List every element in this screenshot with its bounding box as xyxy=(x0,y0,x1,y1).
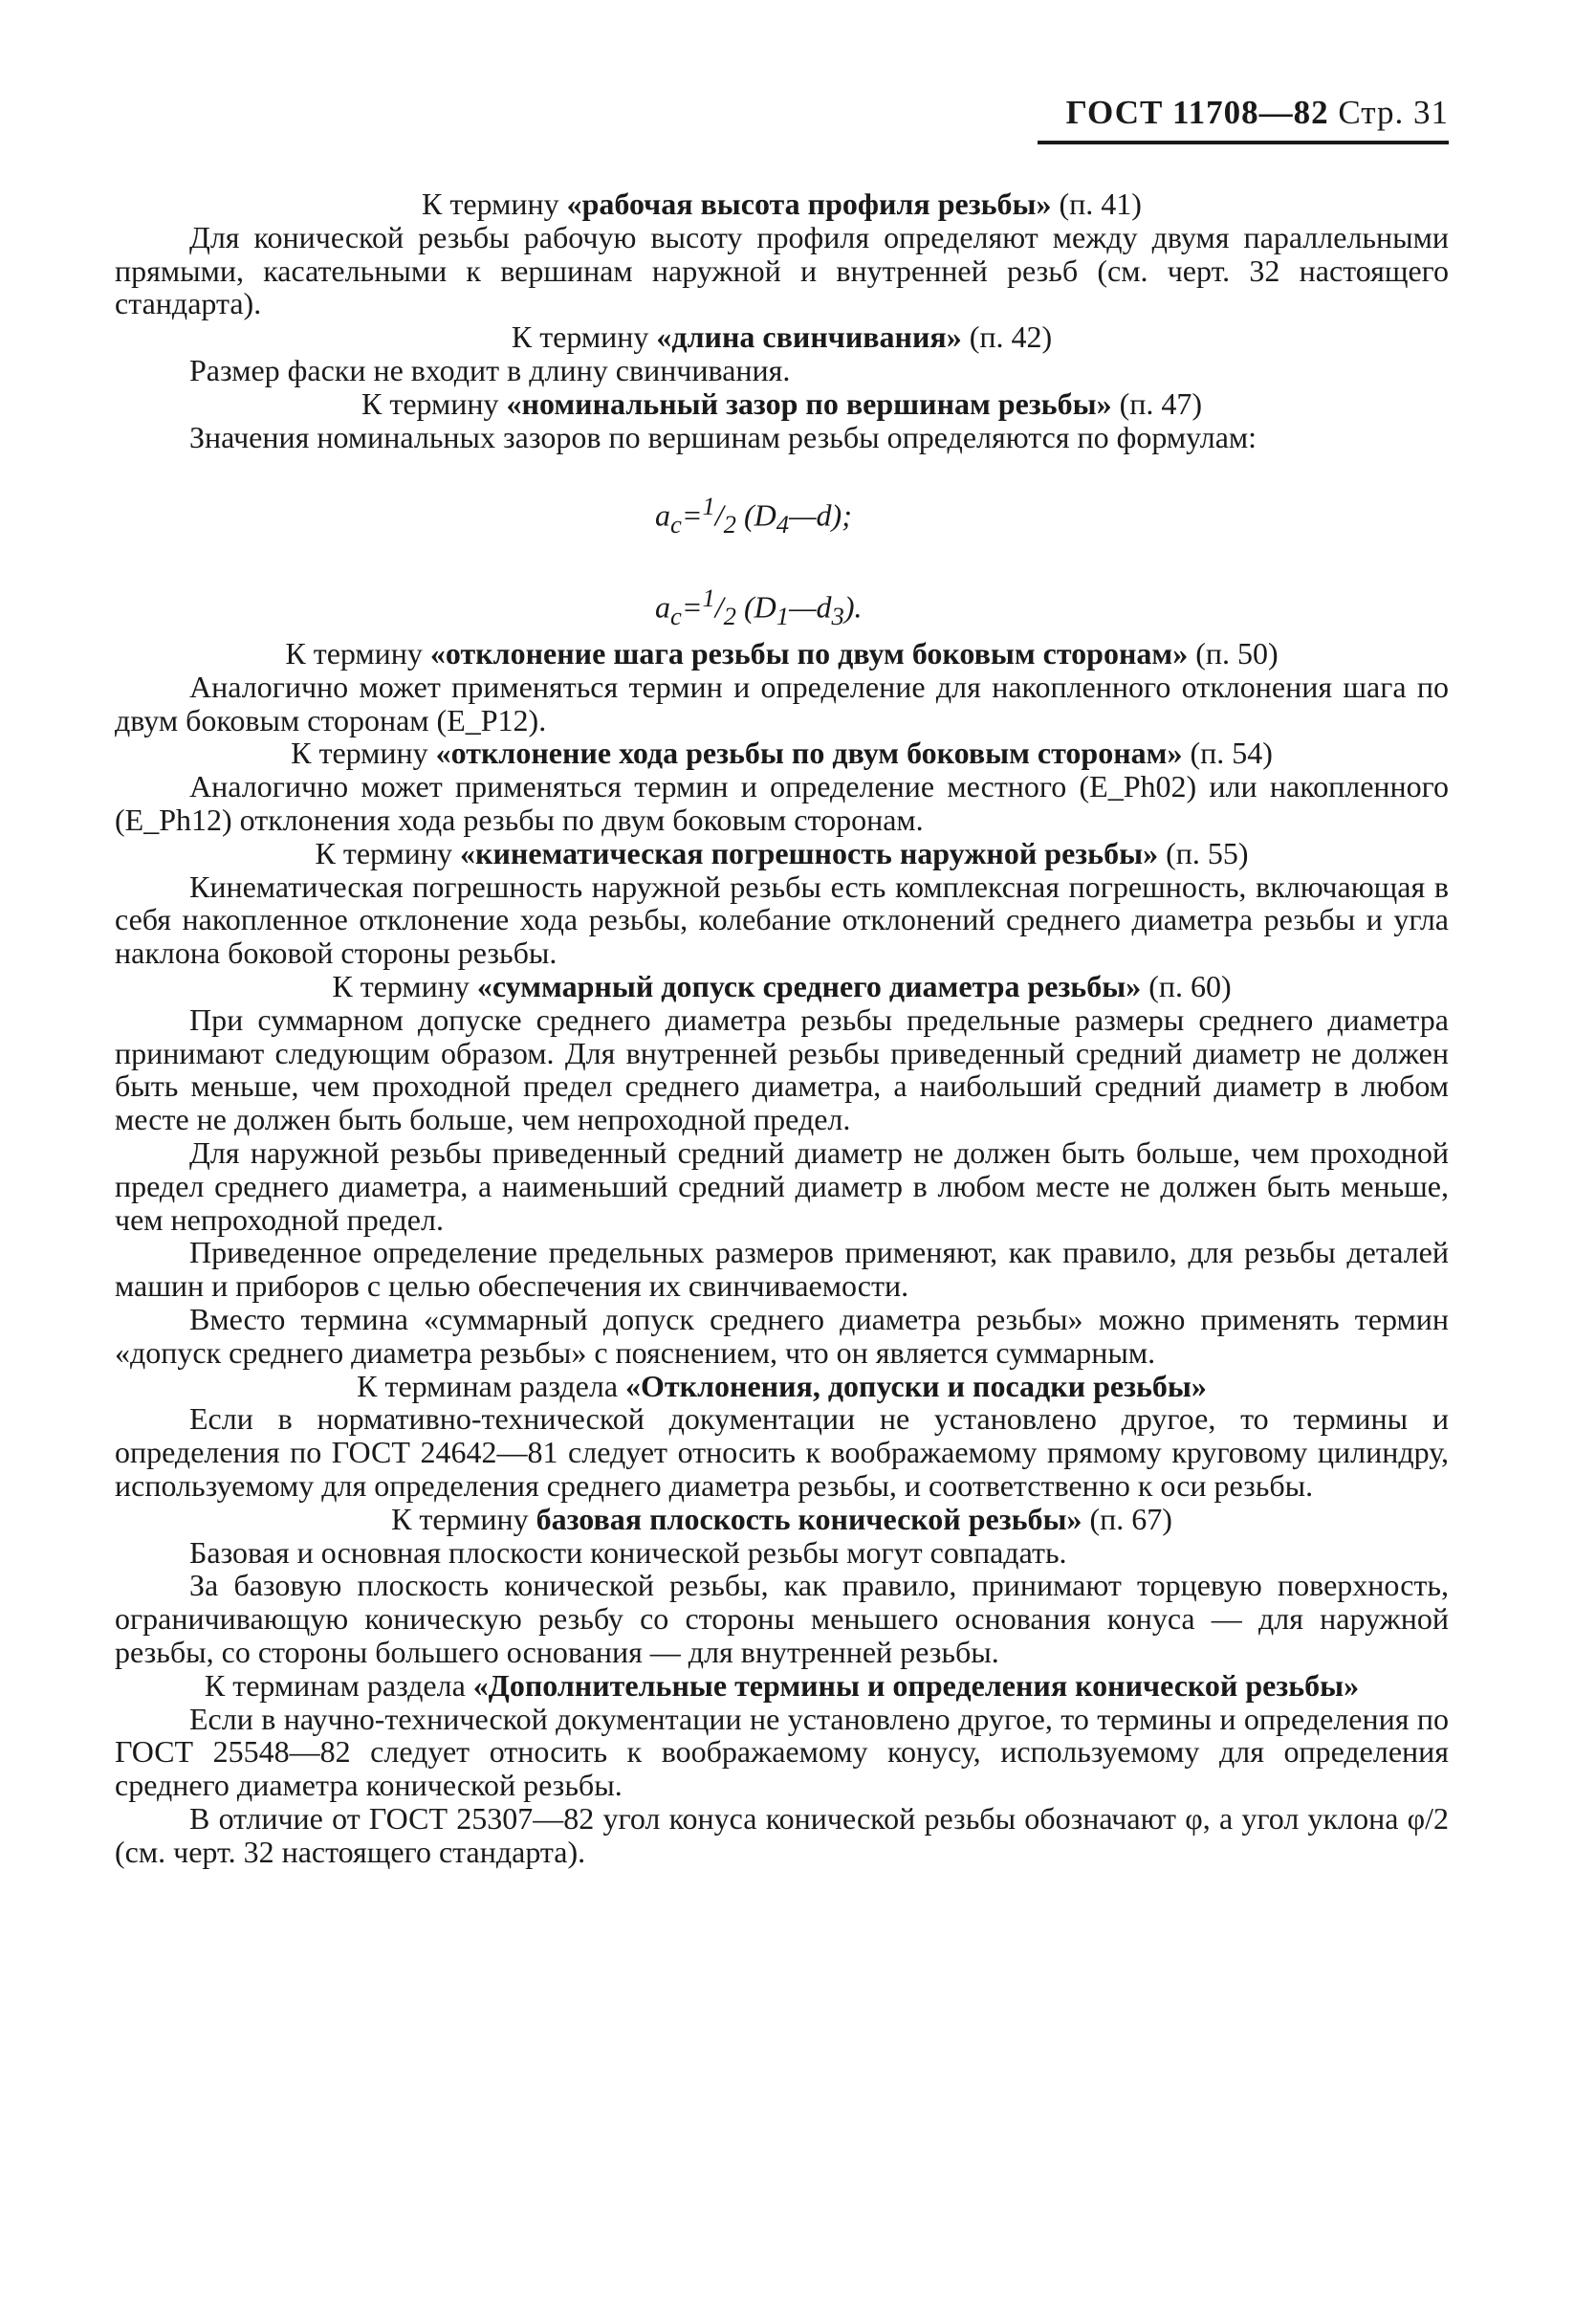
paragraph: Если в нормативно-технической документации не установлено другое, то термины и определения по ГОСТ 24642—81 следует относить к воображаемому прямому круговому цилиндру, используемому для определения среднего диаметра резьбы, и соответственно к оси резьбы. xyxy=(115,1401,1449,1503)
paragraph: Если в научно-технической документации не установлено другое, то термины и определения по ГОСТ 25548—82 следует относить к воображаемому конусу, используемому для определения среднего диаметра конической резьбы. xyxy=(115,1701,1449,1803)
document-body xyxy=(115,187,1449,1869)
paragraph: Для конической резьбы рабочую высоту профиля определяют между двумя параллельными прямыми, касательными к вершинам наружной и внутренней резьб (см. черт. 32 настоящего стандарта). xyxy=(115,219,1449,321)
term-heading: К термину базовая плоскость конической резьбы» (п. 67) xyxy=(391,1501,1172,1536)
paragraph: Аналогично может применяться термин и определение для накопленного отклонения шага по двум боковым сторонам (E_P12). xyxy=(115,669,1449,737)
term-heading: К терминам раздела «Дополнительные термины и определения конической резьбы» xyxy=(204,1667,1360,1703)
paragraph: Аналогично может применяться термин и определение местного (E_Ph02) или накопленного (E_Ph12) отклонения хода резьбы по двум боковым сторонам. xyxy=(115,769,1449,838)
formula: $a_c=^1/_2$ $(D_1—d_3)$. xyxy=(655,583,863,631)
header-rule xyxy=(1038,141,1449,144)
paragraph: При суммарном допуске среднего диаметра резьбы предельные размеры среднего диаметра принимают следующим образом. Для внутренней резьбы приведенный средний диаметр не должен быть меньше, чем проходной предел среднего диаметра, а наибольший средний диаметр в любом месте не должен быть больше, чем непроходной предел. xyxy=(115,1001,1449,1137)
paragraph: Вместо термина «суммарный допуск среднего диаметра резьбы» можно применять термин «допуск среднего диаметра резьбы» с пояснением, что он является суммарным. xyxy=(115,1302,1449,1370)
page-header xyxy=(1038,92,1449,134)
paragraph: Значения номинальных зазоров по вершинам резьбы определяются по формулам: xyxy=(189,419,1257,454)
paragraph: Базовая и основная плоскости конической резьбы могут совпадать. xyxy=(189,1534,1067,1570)
paragraph: За базовую плоскость конической резьбы, как правило, принимают торцевую поверхность, ограничивающую коническую резьбу со стороны меньшего основания конуса — для наружной резьбы, со стороны большего основания — для внутренней резьбы. xyxy=(115,1568,1449,1669)
term-heading: К термину «кинематическая погрешность наружной резьбы» (п. 55) xyxy=(315,835,1249,870)
term-heading: К терминам раздела «Отклонения, допуски и посадки резьбы» xyxy=(357,1368,1207,1403)
paragraph: Для наружной резьбы приведенный средний диаметр не должен быть больше, чем проходной предел среднего диаметра, а наименьший средний диаметр в любом месте не должен быть меньше, чем непроходной предел. xyxy=(115,1135,1449,1237)
paragraph: В отличие от ГОСТ 25307—82 угол конуса конической резьбы обозначают φ, а угол уклона φ/2 (см. черт. 32 настоящего стандарта). xyxy=(115,1800,1449,1869)
term-heading: К термину «рабочая высота профиля резьбы» (п. 41) xyxy=(422,187,1142,221)
standard-number: ГОСТ 11708—82 xyxy=(1065,94,1329,131)
term-heading: К термину «номинальный зазор по вершинам резьбы» (п. 47) xyxy=(361,385,1202,421)
paragraph: Приведенное определение предельных размеров применяют, как правило, для резьбы деталей машин и приборов с целью обеспечения их свинчиваемости. xyxy=(115,1235,1449,1304)
term-heading: К термину «длина свинчивания» (п. 42) xyxy=(511,319,1053,355)
term-heading: К термину «отклонение хода резьбы по двум боковым сторонам» (п. 54) xyxy=(291,736,1273,771)
formula: $a_c=^1/_2$ $(D_4—d)$; xyxy=(655,492,852,539)
page-number: Стр. 31 xyxy=(1338,94,1449,131)
paragraph: Кинематическая погрешность наружной резьбы есть комплексная погрешность, включающая в себя накопленное отклонение хода резьбы, колебание отклонений среднего диаметра резьбы и угла наклона боковой стороны резьбы. xyxy=(115,869,1449,971)
term-heading: К термину «суммарный допуск среднего диаметра резьбы» (п. 60) xyxy=(332,969,1232,1004)
term-heading: К термину «отклонение шага резьбы по двум боковым сторонам» (п. 50) xyxy=(285,636,1279,671)
paragraph: Размер фаски не входит в длину свинчивания. xyxy=(189,352,791,387)
